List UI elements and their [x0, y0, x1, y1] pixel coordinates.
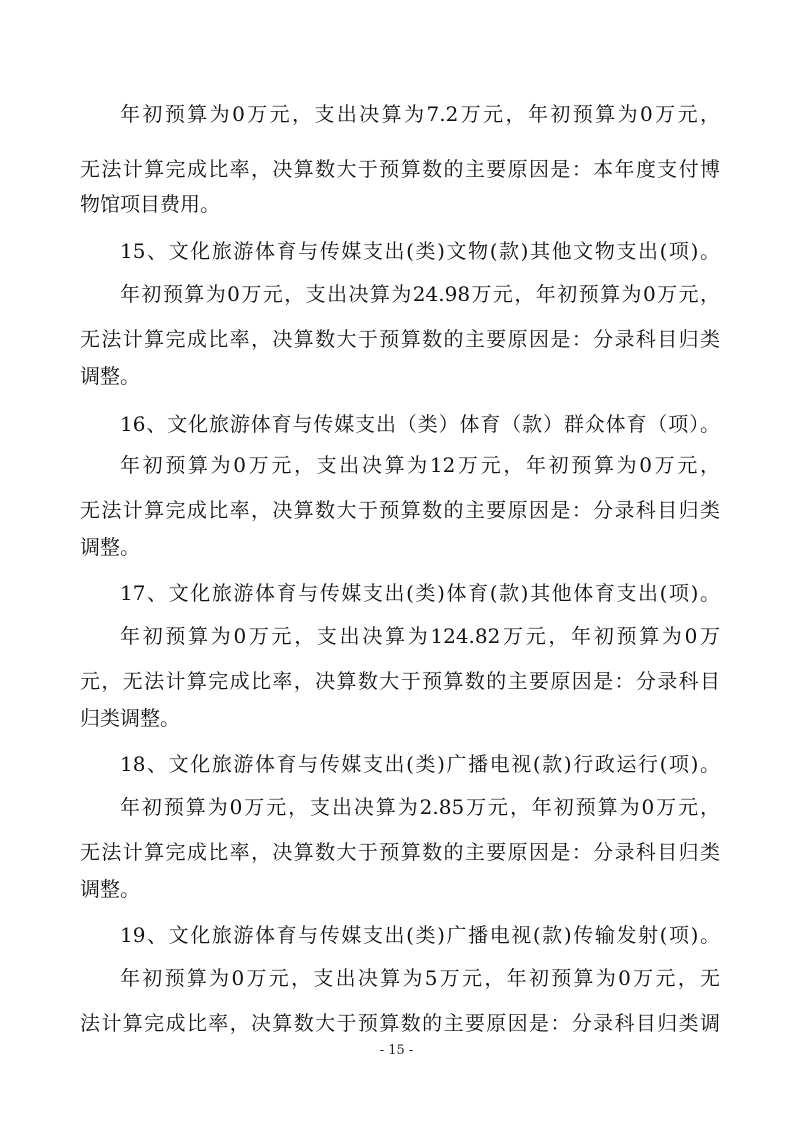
paragraph-line: 年初预算为0万元，支出决算为2.85万元，年初预算为0万元，: [120, 795, 720, 819]
paragraph-line: 调整。: [80, 535, 140, 559]
section-heading: 15、文化旅游体育与传媒支出(类)文物(款)其他文物支出(项)。: [120, 239, 720, 263]
paragraph-line: 无法计算完成比率，决算数大于预算数的主要原因是：分录科目归类: [80, 840, 720, 864]
section-heading: 16、文化旅游体育与传媒支出（类）体育（款）群众体育（项）。: [120, 412, 720, 436]
paragraph-line: 调整。: [80, 877, 140, 901]
paragraph-line: 调整。: [80, 364, 140, 388]
section-heading: 17、文化旅游体育与传媒支出(类)体育(款)其他体育支出(项)。: [120, 581, 720, 605]
paragraph-line: 无法计算完成比率，决算数大于预算数的主要原因是：分录科目归类: [80, 327, 720, 351]
paragraph-line: 年初预算为0万元，支出决算为5万元，年初预算为0万元，无: [120, 966, 720, 990]
section-heading: 18、文化旅游体育与传媒支出(类)广播电视(款)行政运行(项)。: [120, 752, 720, 776]
paragraph-line: 法计算完成比率，决算数大于预算数的主要原因是：分录科目归类调: [80, 1011, 720, 1035]
paragraph-line: 物馆项目费用。: [80, 192, 220, 216]
paragraph-line: 年初预算为0万元，支出决算为7.2万元，年初预算为0万元，: [120, 102, 720, 126]
paragraph-line: 无法计算完成比率，决算数大于预算数的主要原因是：分录科目归类: [80, 498, 720, 522]
paragraph-line: 年初预算为0万元，支出决算为12万元，年初预算为0万元，: [120, 453, 720, 477]
section-heading: 19、文化旅游体育与传媒支出(类)广播电视(款)传输发射(项)。: [120, 923, 720, 947]
paragraph-line: 无法计算完成比率，决算数大于预算数的主要原因是：本年度支付博: [80, 157, 720, 181]
paragraph-line: 归类调整。: [80, 706, 180, 730]
paragraph-line: 年初预算为0万元，支出决算为124.82万元，年初预算为0万: [120, 624, 720, 648]
paragraph-line: 年初预算为0万元，支出决算为24.98万元，年初预算为0万元，: [120, 282, 720, 306]
page-number: - 15 -: [379, 1043, 414, 1058]
paragraph-line: 元，无法计算完成比率，决算数大于预算数的主要原因是：分录科目: [80, 669, 720, 693]
